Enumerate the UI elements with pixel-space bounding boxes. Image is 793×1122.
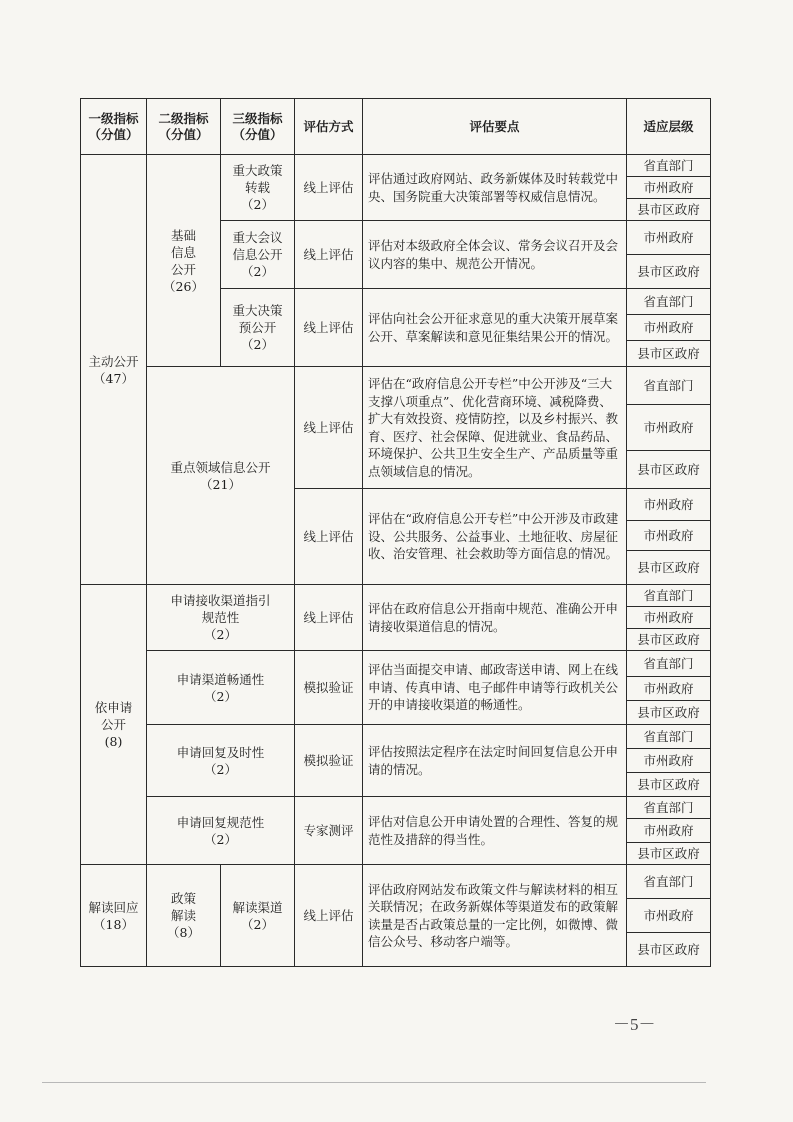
level-cell bbox=[627, 899, 711, 933]
points-cell bbox=[363, 865, 627, 967]
method-cell bbox=[295, 585, 363, 651]
footer-rule bbox=[42, 1082, 706, 1083]
method-cell bbox=[295, 367, 363, 489]
level-cell bbox=[627, 677, 711, 701]
header-level2 bbox=[147, 99, 221, 155]
level-text: 市州政府 bbox=[643, 230, 694, 245]
method-text: 线上评估 bbox=[303, 908, 354, 923]
level1-proactive-text: 主动公开 （47） bbox=[88, 353, 139, 386]
level2-channel bbox=[147, 651, 295, 725]
level-text: 市州政府 bbox=[643, 610, 694, 625]
level-cell bbox=[627, 819, 711, 843]
level-cell bbox=[627, 843, 711, 865]
level-text: 市州政府 bbox=[643, 681, 694, 696]
page-number: －5－ bbox=[613, 1015, 656, 1034]
points-text: 评估对信息公开申请处置的合理性、答复的规范性及措辞的得当性。 bbox=[368, 814, 619, 847]
method-cell bbox=[295, 651, 363, 725]
header-method bbox=[295, 99, 363, 155]
points-cell bbox=[363, 289, 627, 367]
method-cell bbox=[295, 865, 363, 967]
level-text: 市州政府 bbox=[643, 320, 694, 335]
header-level1 bbox=[81, 99, 147, 155]
method-text: 模拟验证 bbox=[303, 753, 354, 768]
method-text: 模拟验证 bbox=[303, 680, 354, 695]
level-cell bbox=[627, 405, 711, 451]
level-cell bbox=[627, 865, 711, 899]
points-cell bbox=[363, 797, 627, 865]
level-text: 县市区政府 bbox=[637, 264, 700, 279]
level3-interp-channel-text: 解读渠道 （2） bbox=[232, 899, 283, 932]
level-text: 县市区政府 bbox=[637, 202, 700, 217]
header-level3-text: 三级指标 （分值） bbox=[232, 110, 283, 142]
level-cell bbox=[627, 367, 711, 405]
level-cell bbox=[627, 289, 711, 315]
level-cell bbox=[627, 725, 711, 749]
level-cell bbox=[627, 585, 711, 607]
level2-standard bbox=[147, 797, 295, 865]
level2-key-text: 重点领域信息公开 （21） bbox=[170, 459, 271, 492]
level-cell bbox=[627, 255, 711, 289]
level-text: 省直部门 bbox=[643, 158, 694, 173]
level-text: 市州政府 bbox=[643, 497, 694, 512]
points-text: 评估在“政府信息公开专栏”中公开涉及市政建设、公共服务、公益事业、土地征收、房屋征收、治安管理、社会救助等方面信息的情况。 bbox=[368, 511, 619, 562]
table-row bbox=[81, 725, 711, 749]
level-text: 省直部门 bbox=[643, 874, 694, 889]
level-text: 省直部门 bbox=[643, 729, 694, 744]
level1-interpretation-text: 解读回应 （18） bbox=[88, 899, 139, 932]
level-text: 市州政府 bbox=[643, 753, 694, 768]
method-text: 专家测评 bbox=[303, 823, 354, 838]
level-text: 县市区政府 bbox=[637, 346, 700, 361]
level1-on-request bbox=[81, 585, 147, 865]
table-row bbox=[81, 367, 711, 405]
points-text: 评估对本级政府全体会议、常务会议召开及会议内容的集中、规范公开情况。 bbox=[368, 238, 619, 271]
level-text: 县市区政府 bbox=[637, 705, 700, 720]
points-text: 评估当面提交申请、邮政寄送申请、网上在线申请、传真申请、电子邮件申请等行政机关公开的申请接收渠道的畅通性。 bbox=[368, 662, 619, 713]
header-level1-text: 一级指标 （分值） bbox=[88, 110, 139, 142]
level3-decision-preview bbox=[221, 289, 295, 367]
level1-interpretation bbox=[81, 865, 147, 967]
level-cell bbox=[627, 177, 711, 199]
level-text: 县市区政府 bbox=[637, 777, 700, 792]
method-cell bbox=[295, 725, 363, 797]
method-cell bbox=[295, 489, 363, 585]
level-text: 省直部门 bbox=[643, 656, 694, 671]
level2-guide bbox=[147, 585, 295, 651]
level2-timely-text: 申请回复及时性 （2） bbox=[176, 744, 265, 777]
level-text: 省直部门 bbox=[643, 378, 694, 393]
level2-key-areas bbox=[147, 367, 295, 585]
table-row bbox=[81, 797, 711, 819]
level3-decision-text: 重大决策 预公开 （2） bbox=[232, 303, 283, 352]
method-cell bbox=[295, 155, 363, 221]
header-level-text: 适应层级 bbox=[643, 118, 694, 134]
level-text: 县市区政府 bbox=[637, 942, 700, 957]
level2-policy-interp-text: 政策 解读 （8） bbox=[167, 891, 200, 940]
level3-meeting-info bbox=[221, 221, 295, 289]
level2-guide-text: 申请接收渠道指引 规范性 （2） bbox=[170, 593, 271, 642]
level1-on-request-text: 依申请 公开 (8) bbox=[94, 700, 133, 749]
points-cell bbox=[363, 221, 627, 289]
points-text: 评估在政府信息公开指南中规范、准确公开申请接收渠道信息的情况。 bbox=[368, 601, 619, 634]
table-row bbox=[81, 865, 711, 899]
level-cell bbox=[627, 315, 711, 341]
level-text: 市州政府 bbox=[643, 908, 694, 923]
method-cell bbox=[295, 221, 363, 289]
level3-meeting-text: 重大会议 信息公开 （2） bbox=[232, 230, 283, 279]
table-header-row bbox=[81, 99, 711, 155]
level2-basic-info bbox=[147, 155, 221, 367]
level-cell bbox=[627, 933, 711, 967]
level2-standard-text: 申请回复规范性 （2） bbox=[176, 814, 265, 847]
level-cell bbox=[627, 701, 711, 725]
level-cell bbox=[627, 489, 711, 521]
level-cell bbox=[627, 551, 711, 585]
header-level bbox=[627, 99, 711, 155]
level-cell bbox=[627, 521, 711, 551]
level2-channel-text: 申请渠道畅通性 （2） bbox=[176, 671, 265, 704]
points-cell bbox=[363, 367, 627, 489]
points-text: 评估通过政府网站、政务新媒体及时转载党中央、国务院重大决策部署等权威信息情况。 bbox=[368, 171, 619, 204]
level-cell bbox=[627, 651, 711, 677]
points-cell bbox=[363, 489, 627, 585]
level-text: 县市区政府 bbox=[637, 846, 700, 861]
header-level2-text: 二级指标 （分值） bbox=[158, 110, 209, 142]
points-cell bbox=[363, 725, 627, 797]
level-cell bbox=[627, 629, 711, 651]
points-cell bbox=[363, 155, 627, 221]
header-method-text: 评估方式 bbox=[303, 118, 354, 134]
level-cell bbox=[627, 341, 711, 367]
level-text: 县市区政府 bbox=[637, 632, 700, 647]
header-level3 bbox=[221, 99, 295, 155]
method-text: 线上评估 bbox=[303, 247, 354, 262]
table-row bbox=[81, 585, 711, 607]
level-text: 省直部门 bbox=[643, 588, 694, 603]
method-text: 线上评估 bbox=[303, 180, 354, 195]
method-cell bbox=[295, 797, 363, 865]
level2-timely bbox=[147, 725, 295, 797]
header-points-text: 评估要点 bbox=[469, 118, 520, 134]
level2-policy-interp bbox=[147, 865, 221, 967]
level3-policy-reprint bbox=[221, 155, 295, 221]
points-text: 评估按照法定程序在法定时间回复信息公开申请的情况。 bbox=[368, 744, 619, 777]
points-text: 评估政府网站发布政策文件与解读材料的相互关联情况；在政务新媒体等渠道发布的政策解读量是否占政策总量的一定比例，如微博、微信公众号、移动客户端等。 bbox=[368, 881, 619, 949]
level-cell bbox=[627, 221, 711, 255]
level-text: 市州政府 bbox=[643, 180, 694, 195]
method-cell bbox=[295, 289, 363, 367]
level1-proactive-disclosure bbox=[81, 155, 147, 585]
level-cell bbox=[627, 155, 711, 177]
level-text: 市州政府 bbox=[643, 528, 694, 543]
level-text: 省直部门 bbox=[643, 800, 694, 815]
points-cell bbox=[363, 651, 627, 725]
level-cell bbox=[627, 749, 711, 773]
method-text: 线上评估 bbox=[303, 610, 354, 625]
level3-interp-channel bbox=[221, 865, 295, 967]
level-cell bbox=[627, 773, 711, 797]
header-points bbox=[363, 99, 627, 155]
level-cell bbox=[627, 451, 711, 489]
method-text: 线上评估 bbox=[303, 320, 354, 335]
method-text: 线上评估 bbox=[303, 529, 354, 544]
level-cell bbox=[627, 199, 711, 221]
level-text: 市州政府 bbox=[643, 420, 694, 435]
level-text: 市州政府 bbox=[643, 823, 694, 838]
evaluation-indicator-table bbox=[80, 98, 711, 967]
level-cell bbox=[627, 797, 711, 819]
points-text: 评估在“政府信息公开专栏”中公开涉及“三大支撑八项重点”、优化营商环境、减税降费、扩大有效投资、疫情防控，以及乡村振兴、教育、医疗、社会保障、促进就业、食品药品、环境保护、公共卫生安全生产、产品质量等重点领域信息的情况。 bbox=[368, 376, 619, 479]
level2-basic-text: 基础 信息 公开 （26） bbox=[163, 227, 204, 294]
level-cell bbox=[627, 607, 711, 629]
table-row bbox=[81, 155, 711, 177]
level-text: 县市区政府 bbox=[637, 560, 700, 575]
method-text: 线上评估 bbox=[303, 420, 354, 435]
table-row bbox=[81, 651, 711, 677]
level3-policy-reprint-text: 重大政策 转载 （2） bbox=[232, 163, 283, 212]
points-text: 评估向社会公开征求意见的重大决策开展草案公开、草案解读和意见征集结果公开的情况。 bbox=[368, 311, 619, 344]
points-cell bbox=[363, 585, 627, 651]
level-text: 县市区政府 bbox=[637, 462, 700, 477]
level-text: 省直部门 bbox=[643, 294, 694, 309]
